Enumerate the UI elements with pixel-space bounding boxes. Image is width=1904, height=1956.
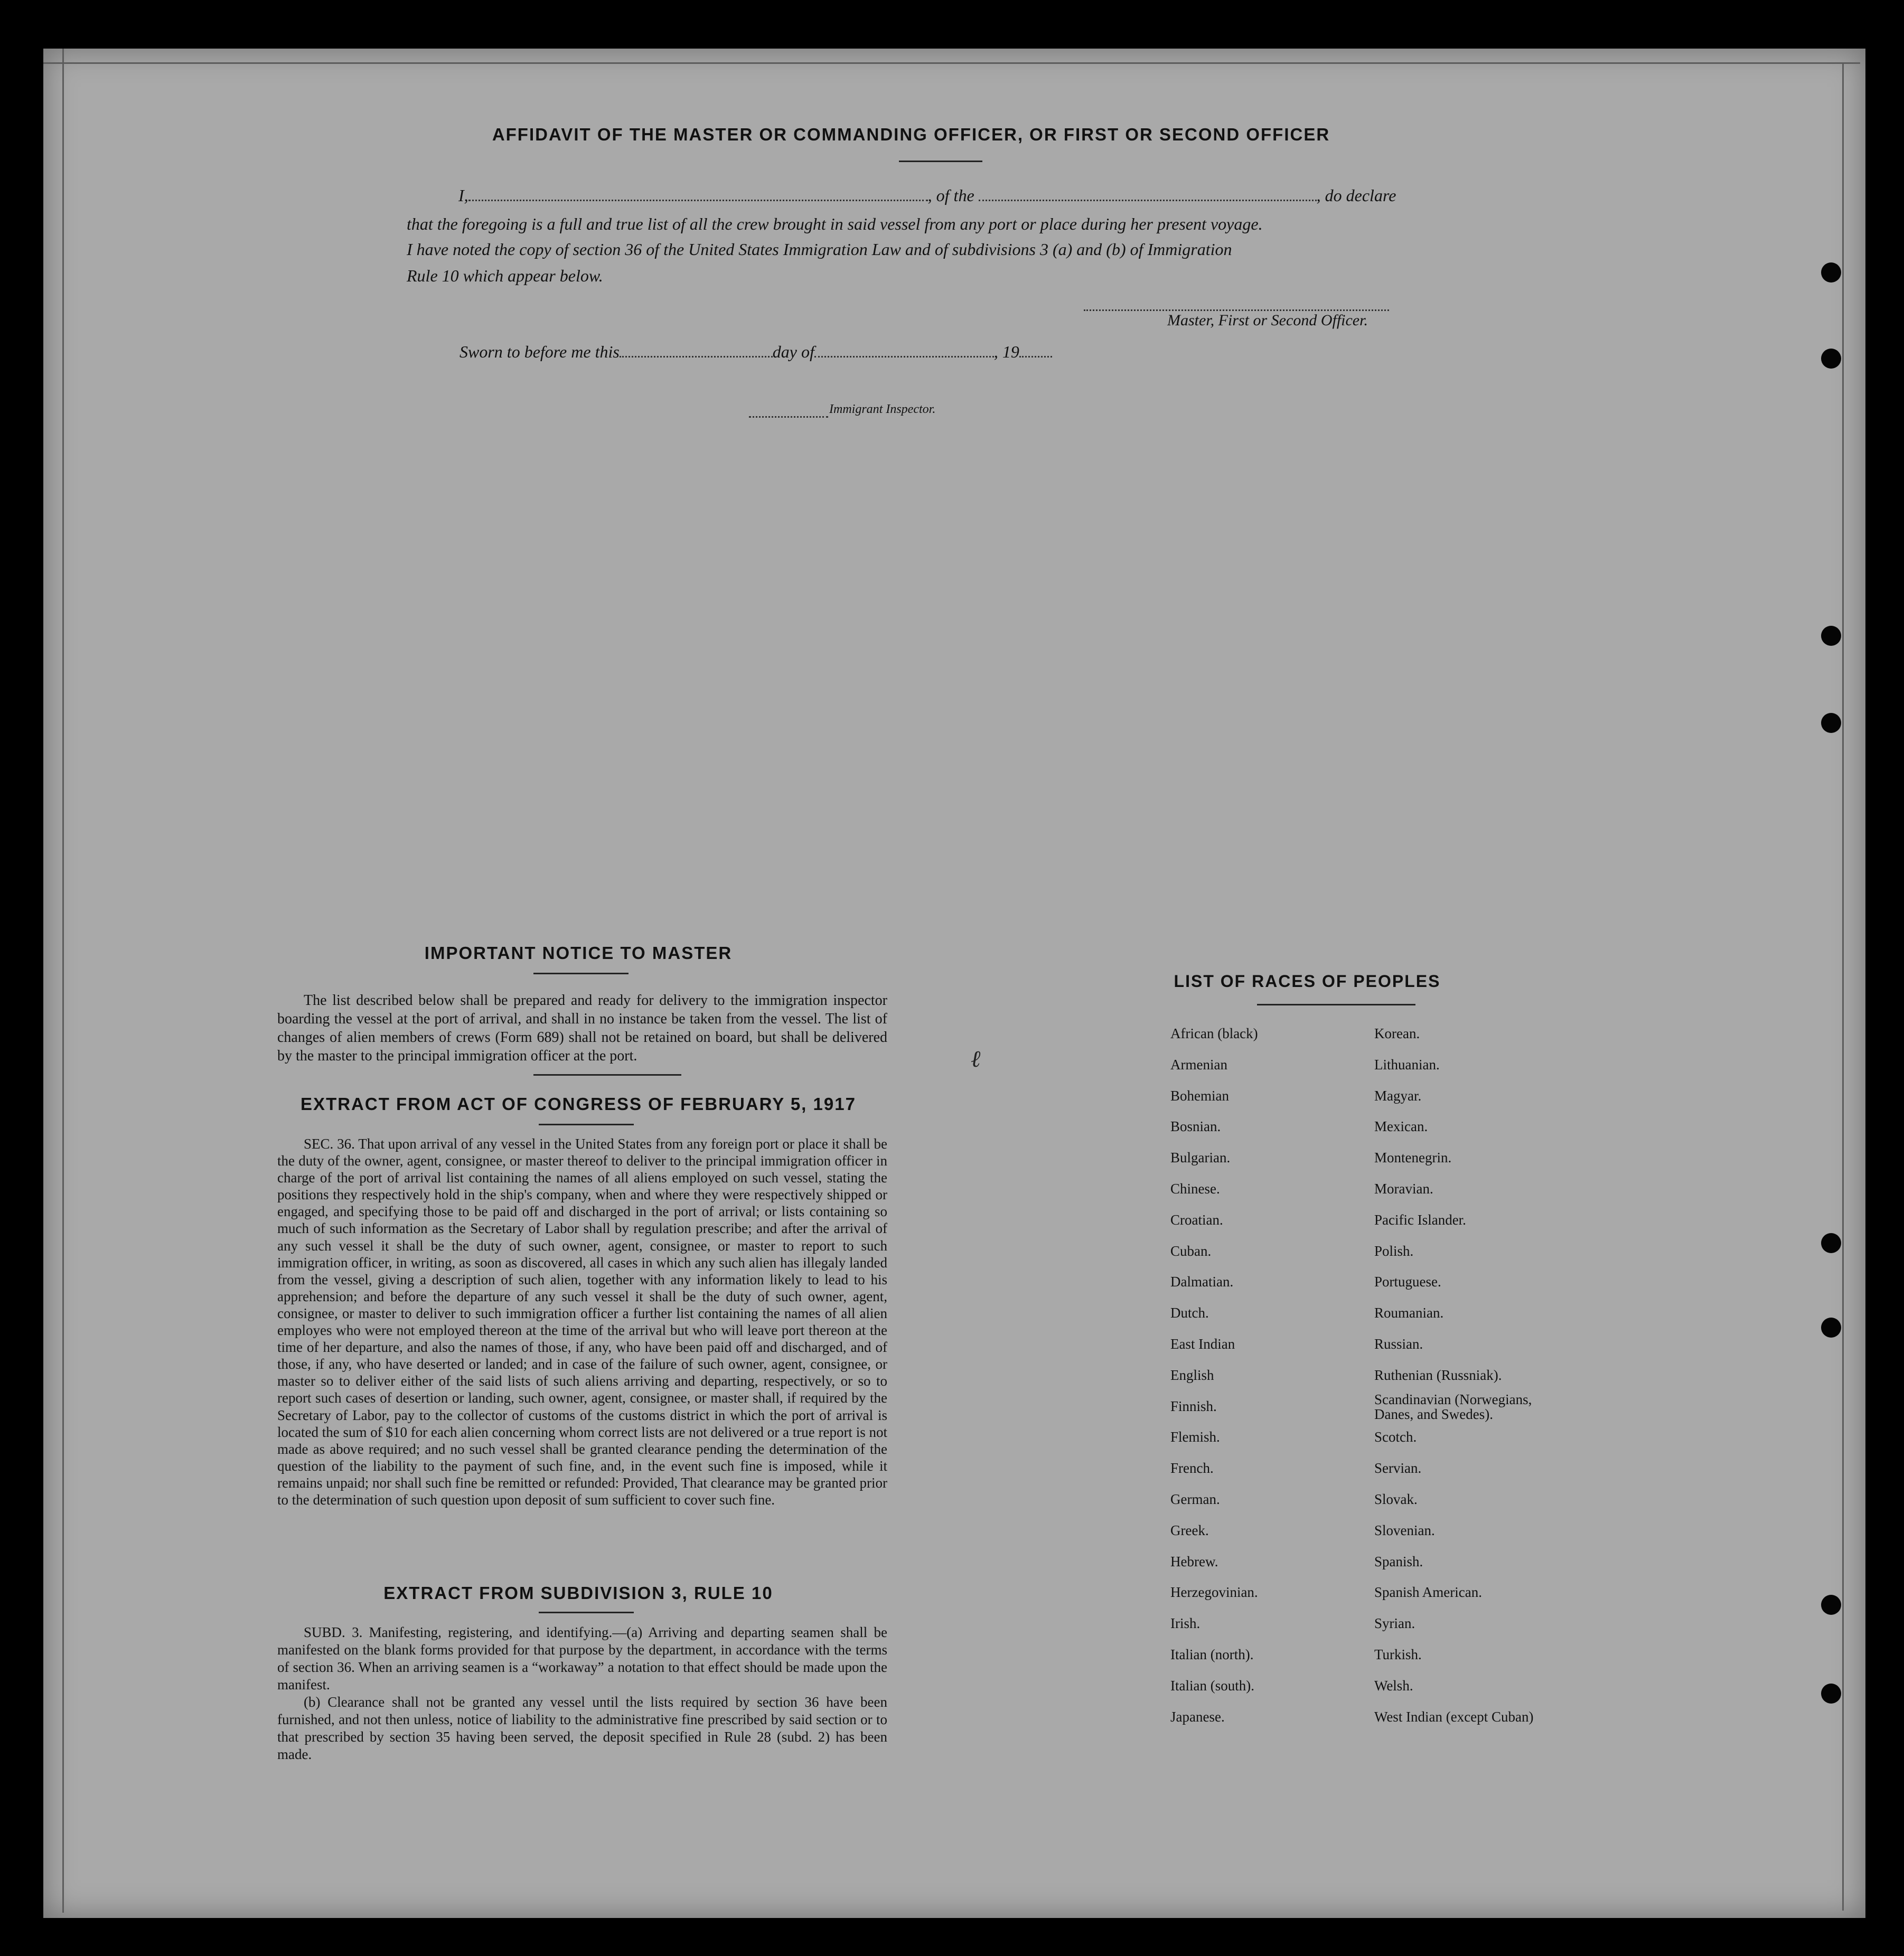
race-item: Slovenian. <box>1374 1522 1435 1538</box>
rule-title-rule <box>539 1612 634 1613</box>
notice-end-rule <box>533 1074 681 1076</box>
rule-text-b: (b) Clearance shall not be granted any vessel until the lists required by section 36 have been furnished, and not then unless, notice of liability to the administrative fine prescribed by said section or to that prescribed by section 35 having been served, the deposit specified in Rule 28 (subd. 2) has been made. <box>277 1694 887 1762</box>
master-signature-label: Master, First or Second Officer. <box>1167 312 1368 329</box>
race-item: Scotch. <box>1374 1429 1417 1445</box>
race-item: German. <box>1170 1491 1220 1507</box>
notice-title-rule <box>533 973 629 974</box>
race-item: Mexican. <box>1374 1118 1428 1135</box>
name-field[interactable] <box>468 186 928 201</box>
sworn-line <box>459 342 1052 362</box>
binder-hole <box>1821 1233 1841 1253</box>
notice-text: The list described below shall be prepared and ready for delivery to the immigration inspector boarding the vessel at the port of arrival, and shall in no instance be taken from the vessel. The list of changes of alien members of crews (Form 689) shall not be retained on board, but shall be delivered by the master to the principal immigration officer at the port. <box>277 992 887 1064</box>
race-item: Dalmatian. <box>1170 1274 1234 1290</box>
race-item: Cuban. <box>1170 1243 1212 1259</box>
race-item: French. <box>1170 1460 1214 1477</box>
race-item: Polish. <box>1374 1243 1414 1259</box>
race-item: Bulgarian. <box>1170 1150 1231 1166</box>
binder-hole <box>1821 1595 1841 1615</box>
race-item: Lithuanian. <box>1374 1056 1440 1073</box>
binder-hole <box>1821 626 1841 646</box>
race-item: Dutch. <box>1170 1305 1209 1321</box>
race-item: Portuguese. <box>1374 1274 1441 1290</box>
binder-hole <box>1821 713 1841 733</box>
do-declare-label: , do declare <box>1316 186 1396 205</box>
affidavit-line-2: that the foregoing is a full and true list of all the crew brought in said vessel from any port or place during her present voyage. <box>407 214 1263 233</box>
race-item: Ruthenian (Russniak). <box>1374 1367 1502 1383</box>
race-item: Spanish. <box>1374 1553 1423 1569</box>
race-item: Bohemian <box>1170 1087 1229 1104</box>
race-item: Croatian. <box>1170 1211 1223 1228</box>
race-item: Syrian. <box>1374 1615 1415 1632</box>
race-item: Italian (south). <box>1170 1677 1254 1694</box>
race-item: Armenian <box>1170 1056 1227 1073</box>
race-item: Flemish. <box>1170 1429 1220 1445</box>
race-item: Russian. <box>1374 1336 1423 1352</box>
race-item: Roumanian. <box>1374 1305 1444 1321</box>
race-item: African (black) <box>1170 1026 1258 1041</box>
act-title-rule <box>539 1124 634 1125</box>
race-item: Chinese. <box>1170 1181 1220 1197</box>
race-item: Bosnian. <box>1170 1118 1221 1135</box>
race-item: Moravian. <box>1374 1181 1433 1197</box>
race-item: Welsh. <box>1374 1677 1413 1694</box>
right-border-line <box>1842 62 1844 1911</box>
notice-title: IMPORTANT NOTICE TO MASTER <box>424 943 733 963</box>
race-item: English <box>1170 1367 1214 1383</box>
race-item: Pacific Islander. <box>1374 1211 1466 1228</box>
act-title: EXTRACT FROM ACT OF CONGRESS OF FEBRUARY 5, 1917 <box>301 1094 856 1114</box>
races-title: LIST OF RACES OF PEOPLES <box>1174 972 1441 991</box>
rule-title: EXTRACT FROM SUBDIVISION 3, RULE 10 <box>383 1583 773 1603</box>
day-field[interactable] <box>620 342 773 358</box>
race-item: Greek. <box>1170 1522 1209 1538</box>
binder-hole <box>1821 349 1841 369</box>
race-item: Servian. <box>1374 1460 1422 1477</box>
port-field[interactable] <box>979 186 1317 201</box>
year-label: , 19 <box>993 342 1019 361</box>
race-item: West Indian (except Cuban) <box>1374 1708 1534 1725</box>
inspector-signature-field[interactable] <box>749 402 828 418</box>
rule-text-a: SUBD. 3. Manifesting, registering, and identifying.—(a) Arriving and departing seamen shall be manifested on the blank forms provided for that purpose by the department, in accordance with the terms of section 36. When an arriving seamen is a “workaway” a notation to that effect should be made upon the manifest. <box>277 1624 887 1692</box>
master-signature-field[interactable] <box>1084 296 1389 311</box>
race-item: Irish. <box>1170 1615 1200 1632</box>
year-field[interactable] <box>1019 342 1052 358</box>
rule-text <box>277 1624 887 1763</box>
race-item: Scandinavian (Norwegians, Danes, and Swedes). <box>1374 1391 1532 1422</box>
races-title-rule <box>1257 1004 1415 1005</box>
of-the-label: , of the <box>927 186 974 205</box>
binder-hole <box>1821 1318 1841 1338</box>
binder-hole <box>1821 1684 1841 1704</box>
affidavit-title-rule <box>899 161 982 162</box>
race-item: Magyar. <box>1374 1087 1422 1104</box>
i-label: I, <box>458 186 468 205</box>
left-border-line <box>62 49 64 1913</box>
race-item: Turkish. <box>1374 1647 1422 1662</box>
affidavit-declaration-line <box>458 186 1396 205</box>
act-text: SEC. 36. That upon arrival of any vessel in the United States from any foreign port or place it shall be the duty of the owner, agent, consignee, or master thereof to deliver to the principal immigration officer in charge of the port of arrival list containing the names of all aliens employed on such vessel, stating the positions they respectively hold in the ship's company, when and where they were respectively shipped or engaged, and specifying those to be paid off and discharged in the port of arrival; or lists containing so much of such information as the Secretary of Labor shall by regulation prescribe; and after the arrival of any such vessel it shall be the duty of such owner, agent, consignee, or master to report to such immigration officer, in writing, as soon as discovered, all cases in which any such alien has illegaly landed from the vessel, giving a description of such alien, together with any information likely to lead to his apprehension; and before the departure of any such vessel it shall be the duty of such owner, agent, consignee, or master to deliver to such immigration officer a further list containing the names of all alien employes who were not employed thereon at the time of the arrival but who will leave port thereon at the time of her departure, and also the names of those, if any, who have been paid off and discharged, and of those, if any, who have deserted or landed; and in case of the failure of such owner, agent, consignee, or master so to deliver either of the said lists of such aliens arriving and departing, respectively, or so to report such cases of desertion or landing, such owner, agent, consignee, or master shall, if required by the Secretary of Labor, pay to the collector of customs of the customs district in which the port of arrival is located the sum of $10 for each alien concerning whom correct lists are not delivered or a true report is not made as above required; and no such vessel shall be granted clearance pending the determination of the question of the liability to the payment of such fine, and, in the event such fine is imposed, while it remains unpaid; nor shall such fine be remitted or refunded: Provided, That clearance may be granted prior to the determination of such question upon deposit of sum sufficient to cover such fine. <box>277 1136 887 1508</box>
top-border-line <box>43 62 1860 64</box>
binder-hole <box>1821 262 1841 283</box>
race-item: Korean. <box>1374 1026 1420 1041</box>
race-item: Hebrew. <box>1170 1553 1218 1569</box>
sworn-label: Sworn to before me this <box>459 342 620 361</box>
inspector-label: Immigrant Inspector. <box>829 402 936 416</box>
day-of-label: day of <box>772 342 814 361</box>
affidavit-title: AFFIDAVIT OF THE MASTER OR COMMANDING OFFICER, OR FIRST OR SECOND OFFICER <box>492 125 1330 144</box>
race-item: Spanish American. <box>1374 1584 1482 1601</box>
race-item: East Indian <box>1170 1336 1235 1352</box>
race-item: Slovak. <box>1374 1491 1418 1507</box>
race-item: Herzegovinian. <box>1170 1584 1258 1601</box>
month-field[interactable] <box>814 342 994 358</box>
race-item: Montenegrin. <box>1374 1150 1452 1166</box>
pencil-mark: ℓ <box>971 1046 981 1072</box>
affidavit-line-3: I have noted the copy of section 36 of the United States Immigration Law and of subdivisions 3 (a) and (b) of Immigration <box>407 240 1232 259</box>
race-item: Finnish. <box>1170 1398 1217 1414</box>
race-item: Japanese. <box>1170 1708 1225 1725</box>
affidavit-line-4: Rule 10 which appear below. <box>407 266 603 285</box>
race-item: Italian (north). <box>1170 1647 1254 1662</box>
